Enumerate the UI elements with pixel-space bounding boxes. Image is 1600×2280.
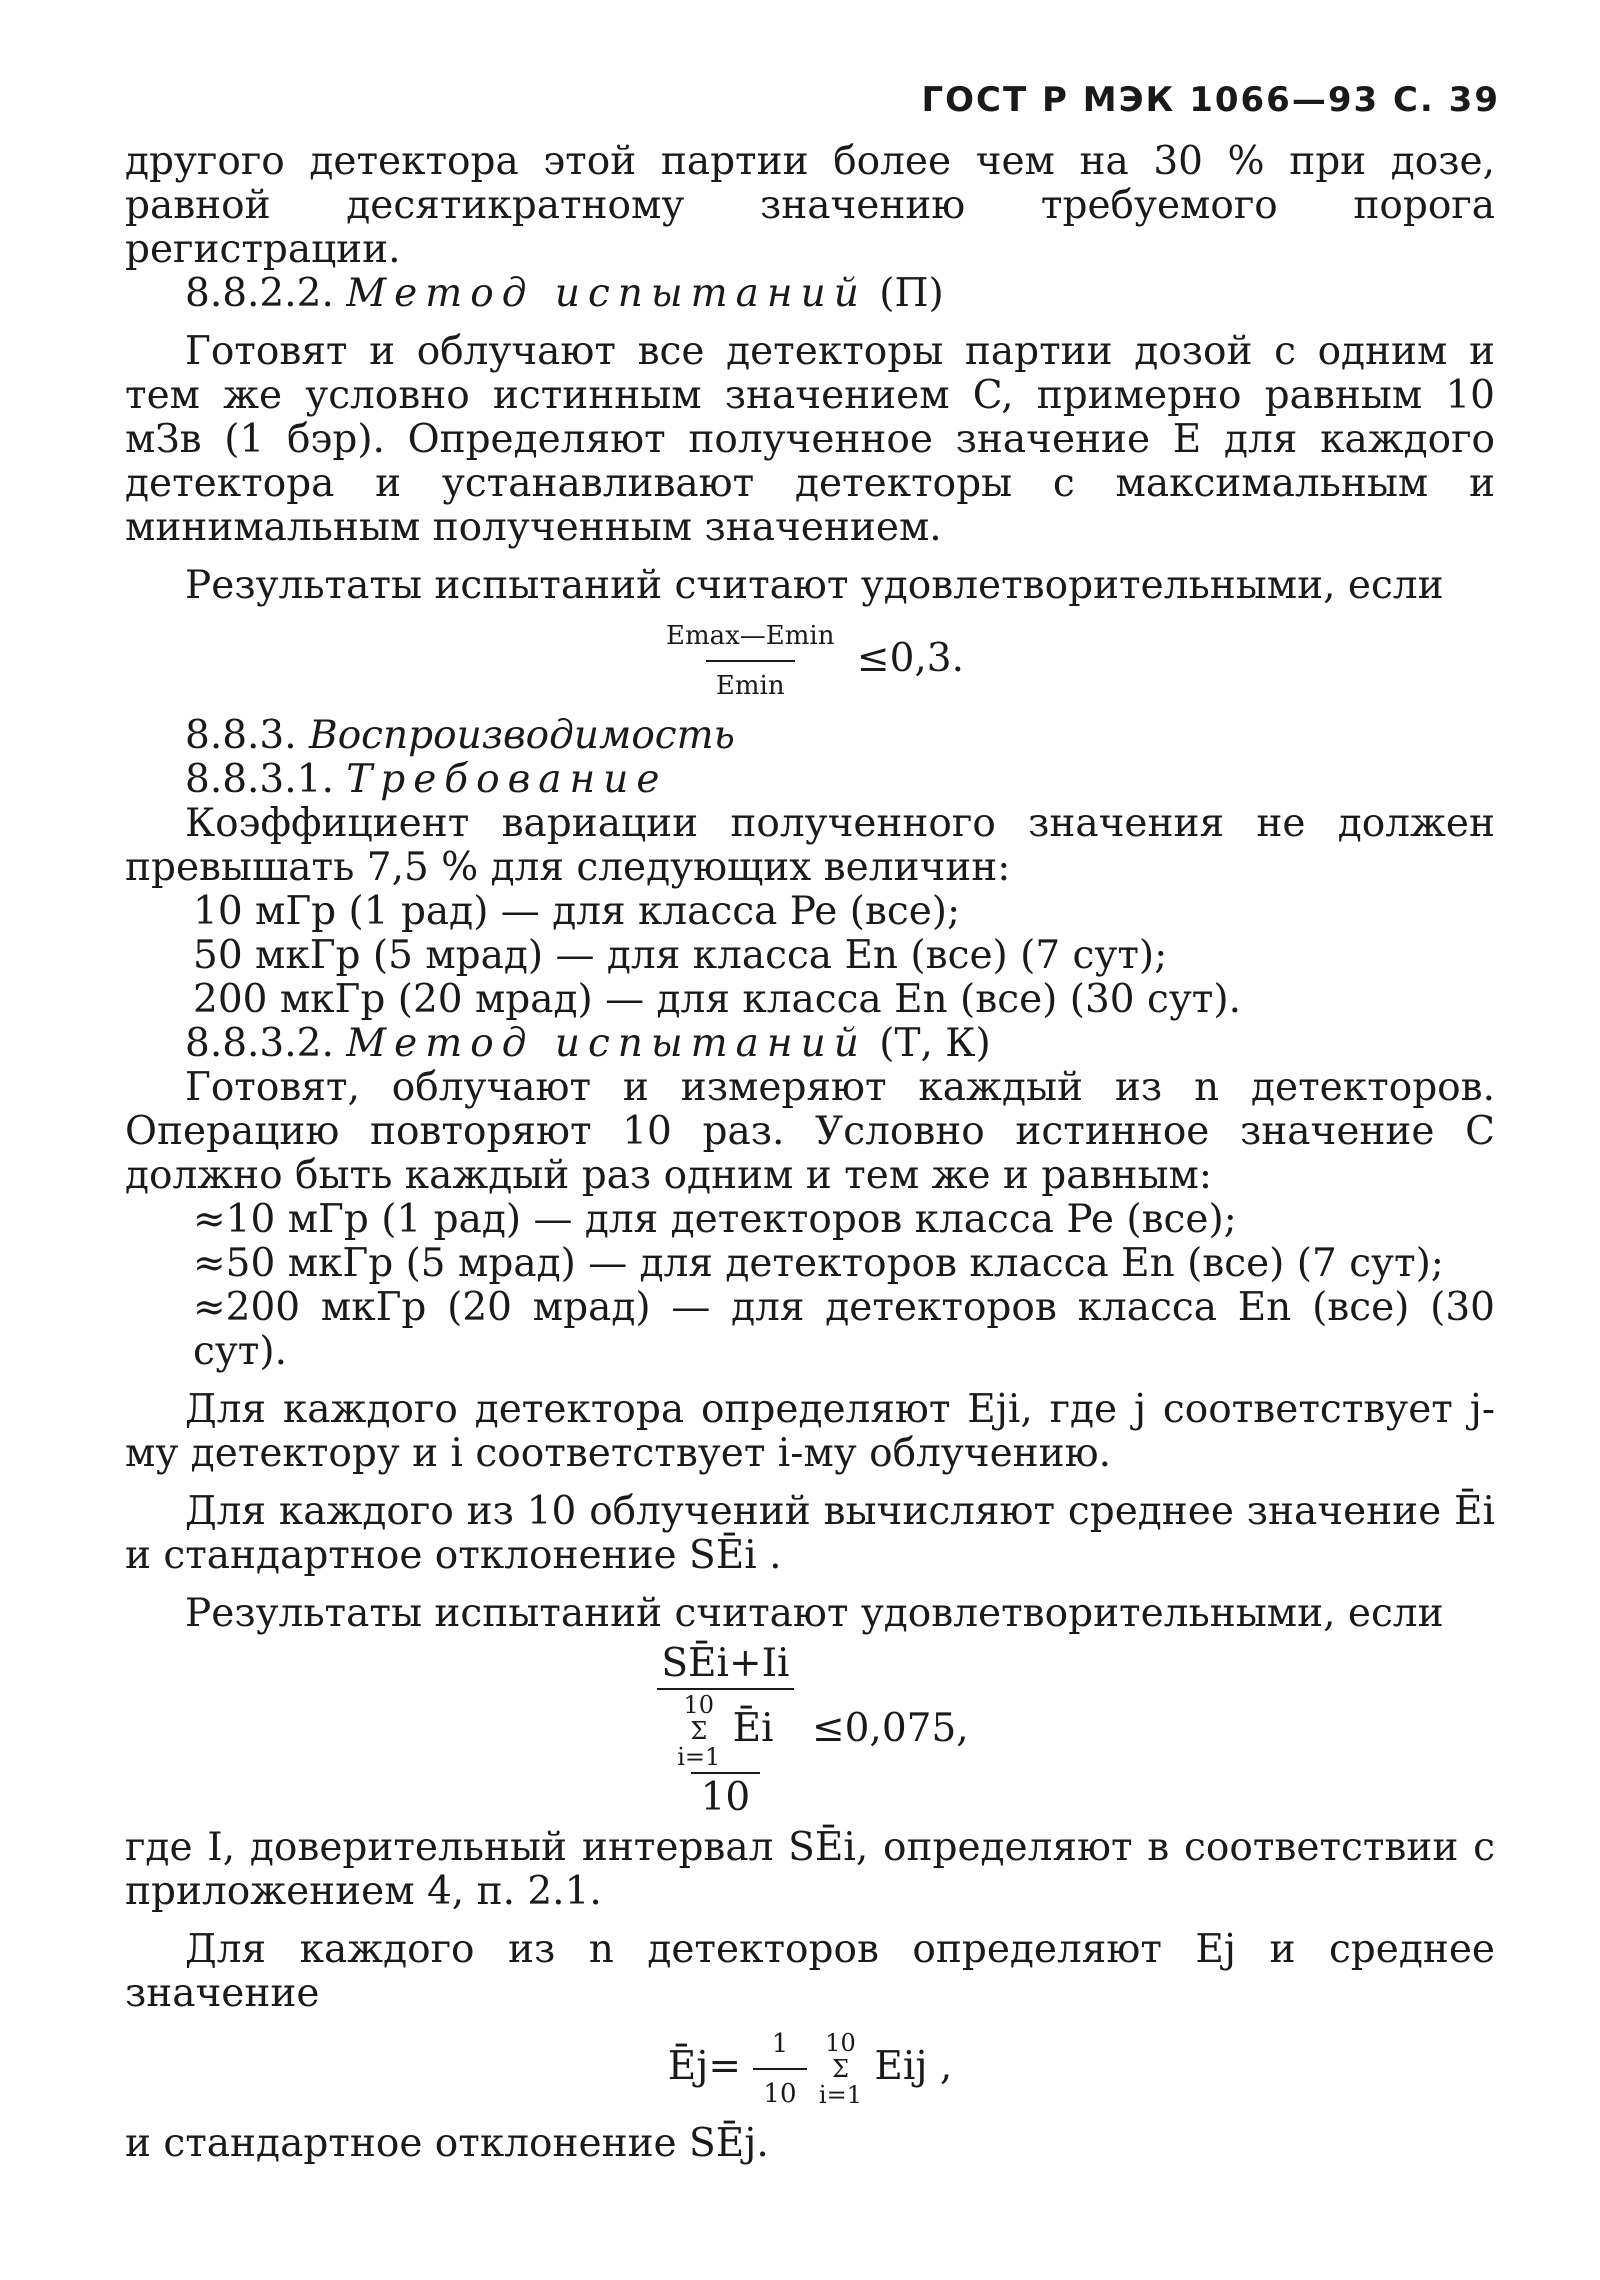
paragraph-continuation: другого детектора этой партии более чем на 30 % при дозе, равной десятикратному значению требуемого порога регистрации. [125, 139, 1495, 272]
section-number: 8.8.3.1. [185, 757, 334, 802]
formula-mean-value [125, 2022, 1495, 2116]
sum-lower-limit: i=1 [677, 1743, 721, 1771]
inner-denominator: 10 [691, 1772, 761, 1820]
paragraph: Для каждого детектора определяют Eji, где j соответствует j-му детектору и i соответствует i-му облучению. [125, 1387, 1495, 1476]
paragraph: где I, доверительный интервал SĒi, определяют в соответствии с приложением 4, п. 2.1. [125, 1825, 1495, 1914]
list-item: 50 мкГр (5 мрад) — для класса En (все) (7 сут); [193, 933, 1168, 978]
fraction-denominator [657, 1688, 793, 1820]
fraction-denominator: 10 [753, 2068, 806, 2116]
sum-lower-limit: i=1 [818, 2081, 862, 2109]
formula-lhs: Ēj= [667, 2044, 742, 2089]
fraction-numerator: Emax—Emin [665, 621, 835, 651]
section-title: Метод испытаний [346, 1021, 867, 1066]
formula-rhs: ≤0,3. [856, 636, 964, 681]
section-8-8-3-2-heading [185, 1022, 1495, 1066]
sum-symbol [819, 2030, 862, 2108]
section-tag: (П) [879, 271, 944, 316]
paragraph: Для каждого из 10 облучений вычисляют среднее значение Ēi и стандартное отклонение SĒi . [125, 1489, 1495, 1578]
sum-upper-limit: 10 [683, 1691, 714, 1719]
section-title: Требование [346, 757, 668, 802]
requirement-paragraph: Коэффициент вариации полученного значения не должен превышать 7,5 % для следующих величин: [125, 801, 1495, 890]
section-title: Воспроизводимость [309, 713, 735, 758]
method-paragraph: Готовят, облучают и измеряют каждый из n детекторов. Операцию повторяют 10 раз. Условно истинное значение C должно быть каждый раз одним и тем же и равным: [125, 1065, 1495, 1198]
fraction [753, 2022, 806, 2116]
fraction [651, 1642, 799, 1820]
sum-symbol [677, 1692, 720, 1770]
list-item: ≈10 мГр (1 рад) — для детекторов класса Pe (все); [193, 1197, 1237, 1242]
sum-expression [667, 1692, 783, 1772]
paragraph: и стандартное отклонение SĒj. [125, 2121, 769, 2166]
formula-rhs: ≤0,075, [811, 1706, 969, 1751]
paragraph: Для каждого из n детекторов определяют Ej и среднее значение [125, 1927, 1495, 2016]
section-number: 8.8.3.2. [185, 1021, 334, 1066]
section-8-8-3-1-heading [185, 758, 1495, 802]
result-condition: Результаты испытаний считают удовлетворительными, если [185, 1591, 1444, 1636]
sigma: Σ [690, 1717, 708, 1745]
list-item: ≈200 мкГр (20 мрад) — для детекторов класса En (все) (30 сут). [193, 1285, 1495, 1374]
sigma: Σ [831, 2055, 849, 2083]
section-number: 8.8.2.2. [185, 271, 334, 316]
result-condition: Результаты испытаний считают удовлетворительными, если [185, 563, 1444, 608]
section-8-8-3-heading [185, 714, 1495, 758]
method-paragraph: Готовят и облучают все детекторы партии дозой с одним и тем же условно истинным значением C, примерно равным 10 мЗв (1 бэр). Определяют полученное значение E для каждого детектора и устанавливают детекторы с максимальным и минимальным полученным значением. [125, 329, 1495, 550]
list-item: 200 мкГр (20 мрад) — для класса En (все) (30 сут). [193, 977, 1241, 1022]
fraction-denominator: Emin [706, 660, 795, 708]
formula-max-min [125, 614, 1495, 708]
section-number: 8.8.3. [185, 713, 297, 758]
fraction-numerator: 1 [771, 2029, 789, 2059]
sum-term: Eij , [874, 2044, 953, 2089]
page-header: ГОСТ Р МЭК 1066—93 С. 39 [921, 80, 1500, 120]
inner-fraction [667, 1692, 783, 1820]
page-content [125, 140, 1495, 2166]
section-8-8-2-2-heading [185, 272, 1495, 316]
sum-upper-limit: 10 [825, 2029, 856, 2057]
sum-term: Ēi [732, 1706, 774, 1751]
section-title: Метод испытаний [346, 271, 867, 316]
section-tag: (Т, К) [879, 1021, 991, 1066]
formula-variation-coefficient [125, 1642, 1495, 1820]
list-item: 10 мГр (1 рад) — для класса Pe (все); [193, 889, 961, 934]
fraction-numerator: SĒi+Ii [661, 1641, 790, 1686]
fraction [656, 614, 845, 708]
list-item: ≈50 мкГр (5 мрад) — для детекторов класса En (все) (7 сут); [193, 1241, 1444, 1286]
